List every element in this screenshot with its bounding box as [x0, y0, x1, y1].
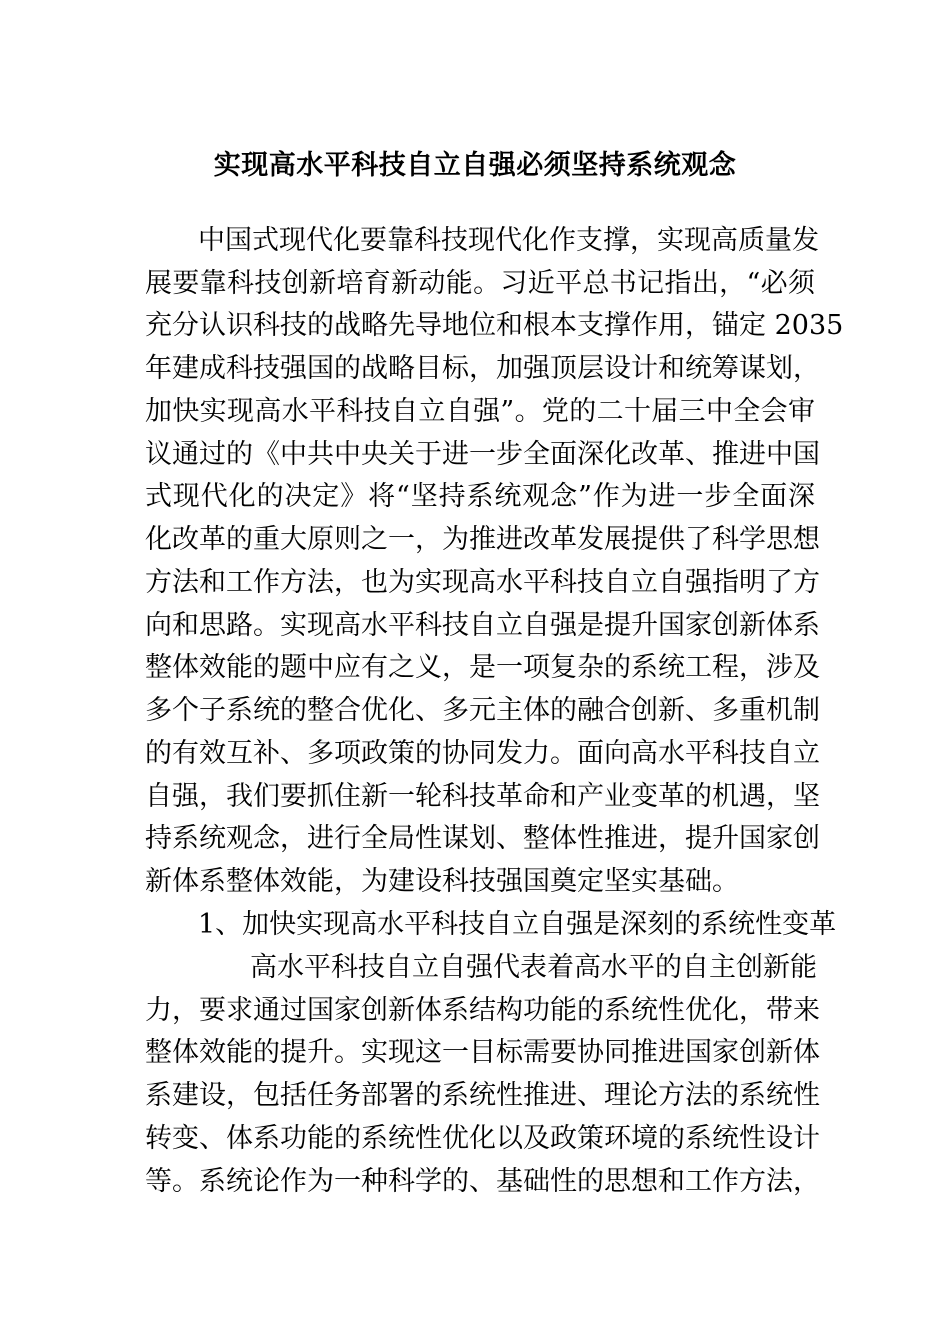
- section-heading: 1、加快实现高水平科技自立自强是深刻的系统性变革: [198, 909, 837, 940]
- paragraph-line: 充分认识科技的战略先导地位和根本支撑作用，锚定 2035: [145, 310, 844, 341]
- paragraph-line: 展要靠科技创新培育新动能。习近平总书记指出，“必须: [145, 268, 815, 299]
- paragraph-line: 高水平科技自立自强代表着高水平的自主创新能: [250, 952, 817, 983]
- paragraph-line: 年建成科技强国的战略目标，加强顶层设计和统筹谋划，: [145, 353, 820, 384]
- paragraph-line: 向和思路。实现高水平科技自立自强是提升国家创新体系: [145, 610, 820, 641]
- paragraph-line: 的有效互补、多项政策的协同发力。面向高水平科技自立: [145, 738, 820, 769]
- paragraph-line: 中国式现代化要靠科技现代化作支撑，实现高质量发: [198, 225, 819, 256]
- paragraph-line: 等。系统论作为一种科学的、基础性的思想和工作方法，: [145, 1166, 820, 1197]
- paragraph-line: 新体系整体效能，为建设科技强国奠定坚实基础。: [145, 866, 739, 897]
- paragraph-line: 整体效能的提升。实现这一目标需要协同推进国家创新体: [145, 1037, 820, 1068]
- paragraph-line: 转变、体系功能的系统性优化以及政策环境的系统性设计: [145, 1123, 820, 1154]
- paragraph-line: 议通过的《中共中央关于进一步全面深化改革、推进中国: [145, 439, 820, 470]
- paragraph-line: 系建设，包括任务部署的系统性推进、理论方法的系统性: [145, 1080, 820, 1111]
- paragraph-line: 持系统观念，进行全局性谋划、整体性推进，提升国家创: [145, 823, 820, 854]
- paragraph-line: 化改革的重大原则之一，为推进改革发展提供了科学思想: [145, 524, 820, 555]
- paragraph-line: 整体效能的题中应有之义，是一项复杂的系统工程，涉及: [145, 652, 820, 683]
- paragraph-line: 方法和工作方法，也为实现高水平科技自立自强指明了方: [145, 567, 820, 598]
- document-title: 实现高水平科技自立自强必须坚持系统观念: [213, 150, 737, 181]
- paragraph-line: 式现代化的决定》将“坚持系统观念”作为进一步全面深: [145, 481, 815, 512]
- paragraph-line: 加快实现高水平科技自立自强”。党的二十届三中全会审: [145, 396, 815, 427]
- paragraph-line: 多个子系统的整合优化、多元主体的融合创新、多重机制: [145, 695, 820, 726]
- paragraph-line: 自强，我们要抓住新一轮科技革命和产业变革的机遇，坚: [145, 781, 820, 812]
- paragraph-line: 力，要求通过国家创新体系结构功能的系统性优化，带来: [145, 995, 820, 1026]
